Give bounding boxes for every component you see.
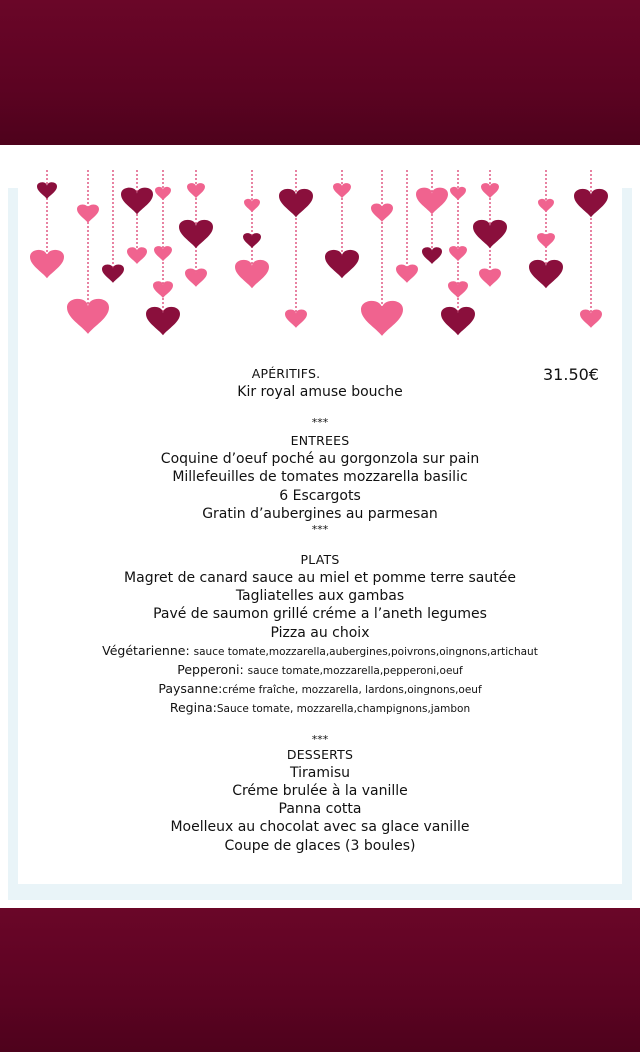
heart-icon (37, 182, 57, 199)
plat-item: Pavé de saumon grillé créme a l’aneth legumes (153, 606, 487, 623)
separator: *** (311, 732, 329, 746)
heart-icon (235, 260, 269, 288)
heart-icon (422, 247, 442, 264)
pizza-option (0, 680, 640, 699)
hanging-hearts-decoration (0, 145, 640, 345)
heart-icon (449, 246, 467, 261)
separator: *** (311, 416, 329, 430)
dessert-item: Moelleux au chocolat avec sa glace vanille (170, 819, 470, 836)
pizza-name: Regina: (169, 699, 217, 715)
aperitifs-title: APÉRITIFS. (251, 366, 321, 381)
entree-item: Millefeuilles de tomates mozzarella basilic (172, 469, 468, 486)
entree-item: Coquine d’oeuf poché au gorgonzola sur pain (160, 451, 480, 468)
pizza-description: créme fraîche, mozzarella, lardons,oingnons,oeuf (222, 683, 482, 696)
heart-icon (155, 187, 171, 200)
entrees-title: ENTREES (290, 433, 350, 449)
pizza-option (0, 642, 640, 661)
dessert-item: Panna cotta (278, 801, 362, 818)
pizza-name: Pepperoni: (177, 661, 248, 677)
heart-icon (333, 183, 351, 198)
heart-icon (179, 220, 213, 248)
entree-item: Gratin d’aubergines au parmesan (202, 505, 438, 522)
aperitif-item: Kir royal amuse bouche (237, 384, 403, 400)
menu-price: 31.50€ (543, 365, 599, 384)
plat-item: Tagliatelles aux gambas (235, 588, 405, 605)
heart-icon (244, 199, 260, 212)
dessert-item: Coupe de glaces (3 boules) (224, 837, 416, 854)
plat-item: Magret de canard sauce au miel et pomme terre sautée (124, 570, 516, 587)
bottom-banner (0, 908, 640, 1052)
heart-icon (473, 220, 507, 248)
pizza-name: Paysanne: (158, 680, 223, 696)
heart-icon (67, 299, 109, 334)
entree-item: 6 Escargots (279, 487, 361, 504)
pizza-description: sauce tomate,mozzarella,pepperoni,oeuf (247, 664, 463, 677)
heart-icon (279, 189, 313, 217)
heart-icon (127, 247, 147, 264)
dessert-item: Créme brulée à la vanille (232, 783, 408, 800)
pizza-option (0, 661, 640, 680)
pizza-description: Sauce tomate, mozzarella,champignons,jambon (216, 702, 471, 715)
menu-content (0, 365, 640, 855)
heart-icon (285, 310, 307, 328)
plats-title: PLATS (300, 552, 340, 568)
heart-icon (154, 246, 172, 261)
dessert-item: Tiramisu (289, 764, 351, 781)
pizza-description: sauce tomate,mozzarella,aubergines,poivrons,oingnons,artichaut (193, 645, 538, 658)
heart-icon (529, 260, 563, 288)
heart-icon (538, 199, 554, 212)
heart-icon (481, 183, 499, 198)
pizza-option (0, 699, 640, 718)
heart-icon (580, 310, 602, 328)
separator: *** (311, 523, 329, 537)
plat-item: Pizza au choix (270, 624, 370, 641)
top-banner (0, 0, 640, 145)
heart-icon (187, 183, 205, 198)
heart-icon (450, 187, 466, 200)
desserts-title: DESSERTS (286, 746, 354, 762)
heart-icon (574, 189, 608, 217)
pizza-name: Végétarienne: (102, 642, 194, 658)
